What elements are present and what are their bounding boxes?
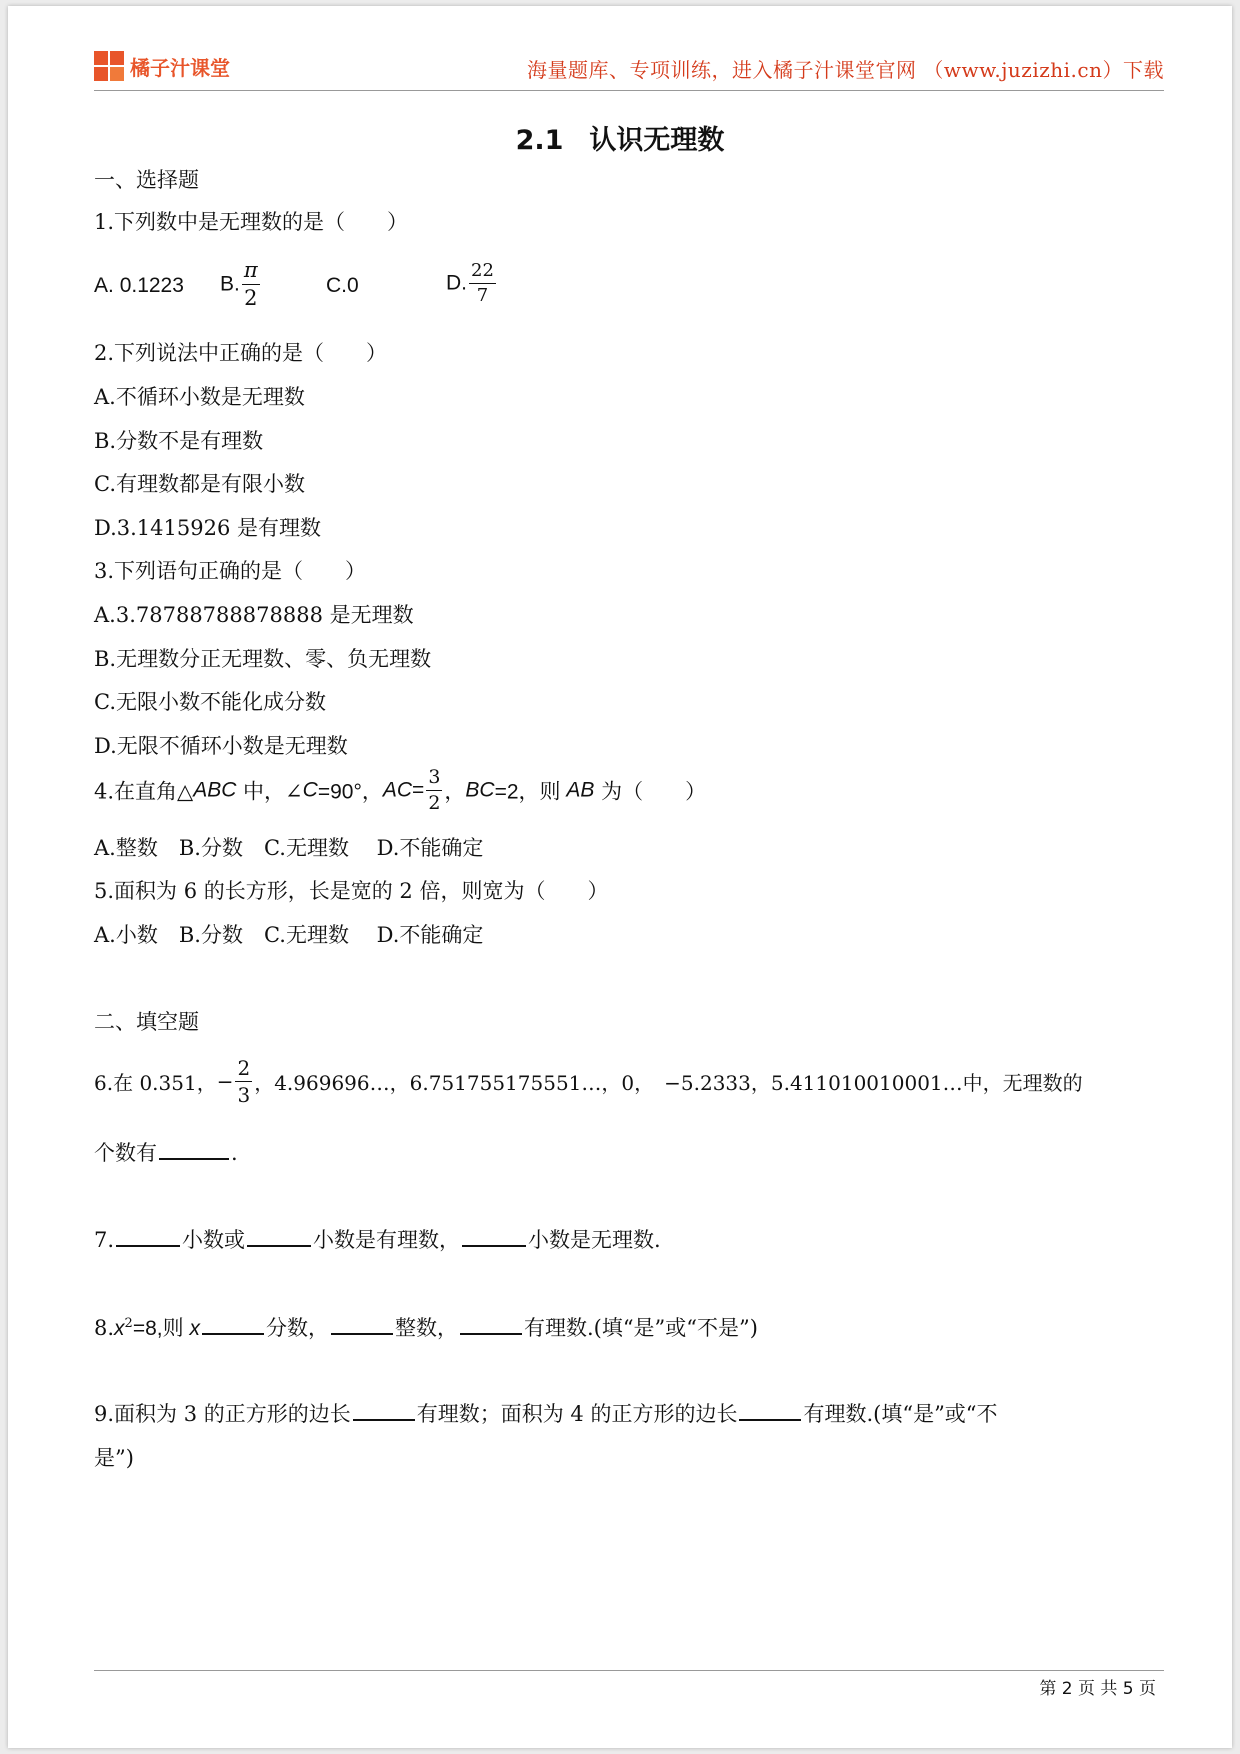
q1-option-a: A. 0.1223 xyxy=(94,274,184,297)
logo-icon xyxy=(94,51,124,81)
document-page xyxy=(8,6,1232,1748)
answer-blank[interactable] xyxy=(739,1399,801,1421)
q1-option-b: B. $\frac{\pi}{2}$ xyxy=(220,258,258,310)
q1-option-c: C.0 xyxy=(326,274,359,297)
question-5-stem: 5.面积为 6 的长方形，长是宽的 2 倍，则宽为（ ） xyxy=(94,879,609,903)
q2-option-c: C.有理数都是有限小数 xyxy=(94,472,305,496)
question-6-line-1: 6.在 0.351，− $\frac{2}{3}$ ，4.969696…，6.751755175551…，0， −5.2333，5.411010010001…中，无理数的 xyxy=(94,1056,1083,1107)
site-logo[interactable] xyxy=(94,46,230,86)
page-number: 第 2 页 共 5 页 xyxy=(1039,1679,1156,1699)
question-3-stem: 3.下列语句正确的是（ ） xyxy=(94,559,367,583)
question-5-options: A.小数 B.分数 C.无理数 D.不能确定 xyxy=(94,923,484,947)
q3-option-d: D.无限不循环小数是无理数 xyxy=(94,734,348,758)
question-9-line-2: 是”) xyxy=(94,1446,134,1470)
header-divider xyxy=(94,90,1164,91)
title-text: 认识无理数 xyxy=(589,125,725,156)
answer-blank[interactable] xyxy=(159,1138,229,1160)
question-6-line-2: 个数有 . xyxy=(94,1137,238,1167)
page-title xyxy=(8,118,1232,157)
question-4-options: A.整数 B.分数 C.无理数 D.不能确定 xyxy=(94,836,484,860)
section-heading-choice: 一、选择题 xyxy=(94,168,199,192)
answer-blank[interactable] xyxy=(116,1225,180,1247)
question-7: 7. 小数或 小数是有理数， 小数是无理数. xyxy=(94,1224,661,1254)
answer-blank[interactable] xyxy=(202,1313,264,1335)
question-2-stem: 2.下列说法中正确的是（ ） xyxy=(94,341,388,365)
question-9-line-1: 9.面积为 3 的正方形的边长 有理数；面积为 4 的正方形的边长 有理数.(填“是”或“不 xyxy=(94,1398,998,1428)
q1-option-d: D. $\frac{22}{7}$ xyxy=(446,260,494,306)
question-1-options xyxy=(94,260,694,320)
q3-option-b: B.无理数分正无理数、零、负无理数 xyxy=(94,647,432,671)
title-number: 2.1 xyxy=(515,125,564,156)
q2-option-d: D.3.1415926 是有理数 xyxy=(94,516,322,540)
q3-option-a: A.3.78788788878888 是无理数 xyxy=(94,603,414,627)
answer-blank[interactable] xyxy=(353,1399,415,1421)
q3-option-c: C.无限小数不能化成分数 xyxy=(94,690,326,714)
logo-text: 橘子汁课堂 xyxy=(130,55,230,80)
q2-option-b: B.分数不是有理数 xyxy=(94,429,264,453)
page-header xyxy=(94,46,1164,86)
header-slogan: 海量题库、专项训练，进入橘子汁课堂官网 （www.juzizhi.cn）下载 xyxy=(527,58,1164,82)
question-8: $8.x^2=8$,则 x 分数， 整数， 有理数.(填“是”或“不是”) xyxy=(94,1312,758,1342)
answer-blank[interactable] xyxy=(460,1313,522,1335)
answer-blank[interactable] xyxy=(462,1225,526,1247)
footer-divider xyxy=(94,1670,1164,1671)
q2-option-a: A.不循环小数是无理数 xyxy=(94,385,305,409)
answer-blank[interactable] xyxy=(247,1225,311,1247)
section-heading-fill: 二、填空题 xyxy=(94,1010,199,1034)
question-4-stem: 4.在直角△ABC 中，∠C=90°，AC= $\frac{3}{2}$ ，BC=2，则 AB 为（ ） xyxy=(94,766,707,814)
answer-blank[interactable] xyxy=(331,1313,393,1335)
question-1-stem: 1.下列数中是无理数的是（ ） xyxy=(94,210,409,234)
